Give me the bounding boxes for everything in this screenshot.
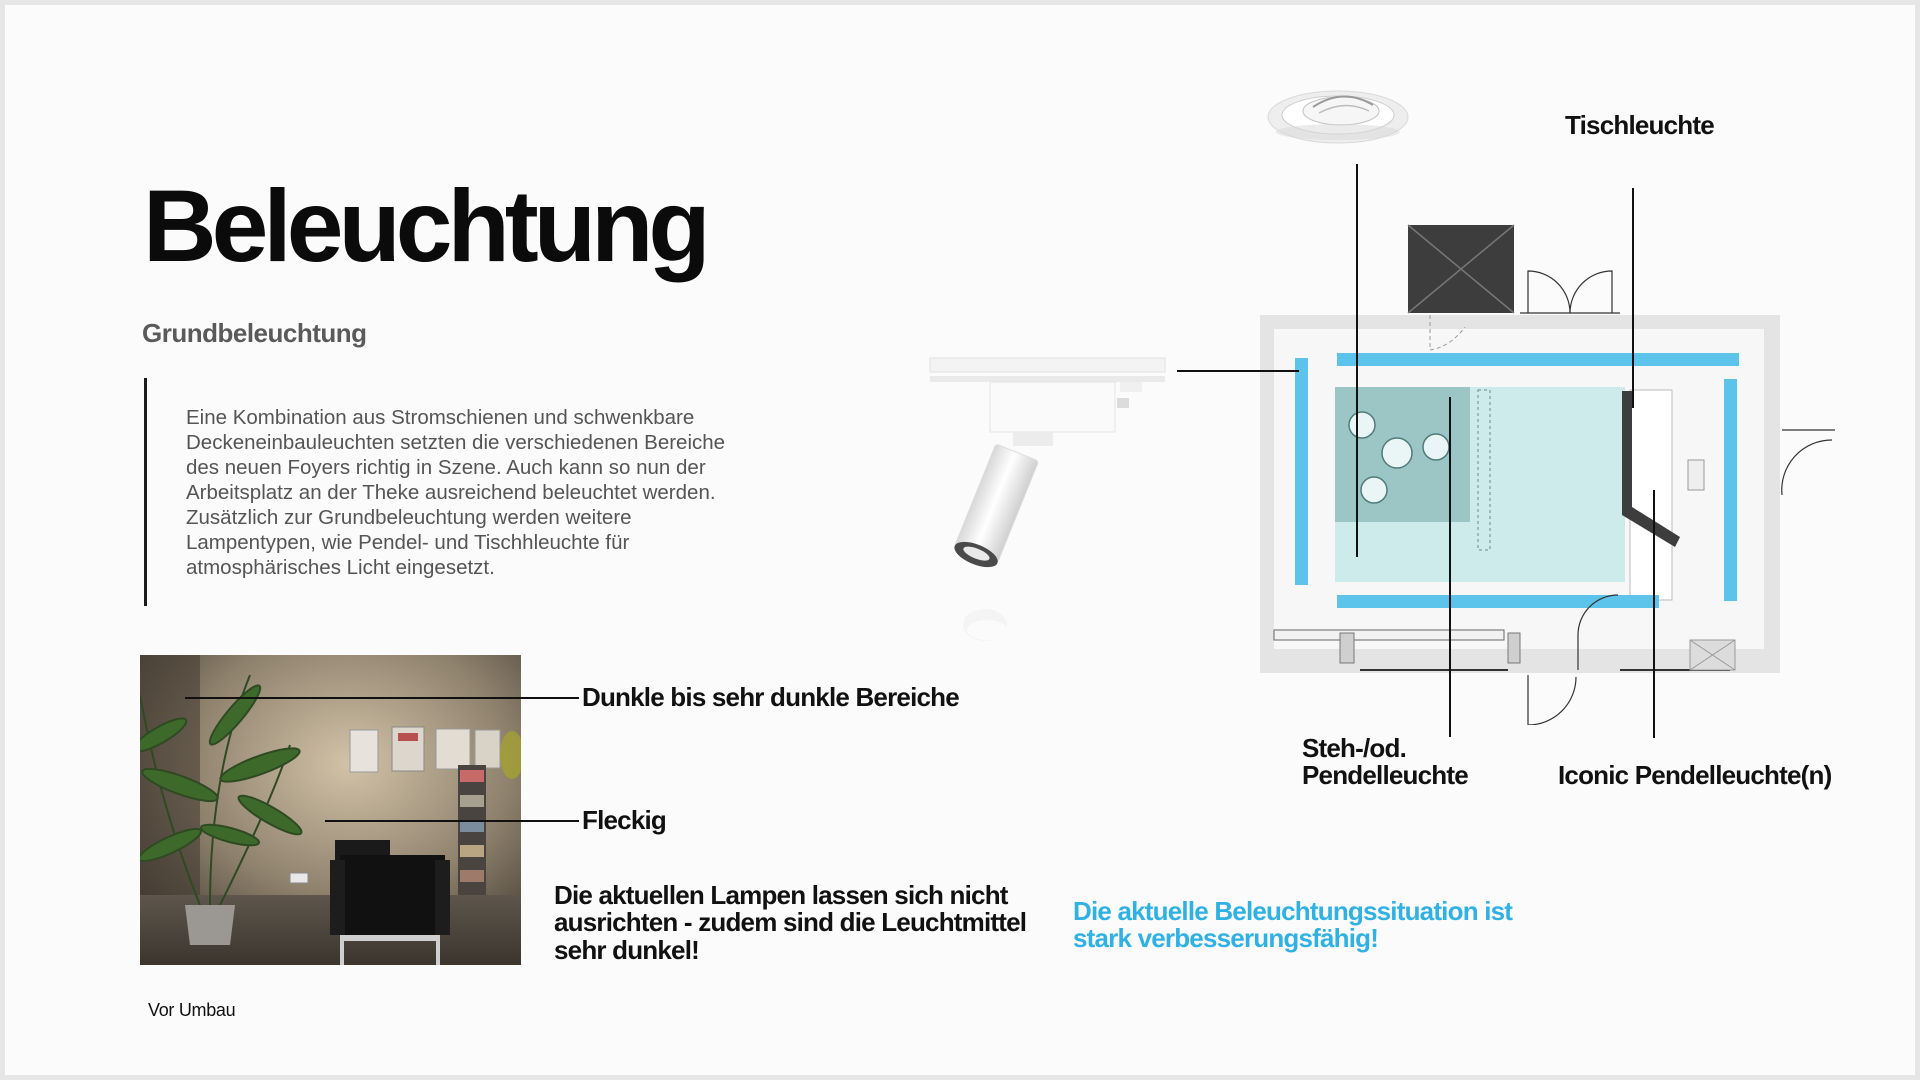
floor-plan xyxy=(1260,215,1840,725)
page-subtitle: Grundbeleuchtung xyxy=(142,318,367,348)
body-line: des neuen Foyers richtig in Szene. Auch kann so nun der xyxy=(186,456,706,479)
note-improvement-line2: stark verbesserungsfähig! xyxy=(1073,923,1379,954)
note-lamps-line3: sehr dunkel! xyxy=(554,934,699,965)
leader-line-floor-lamp xyxy=(1449,397,1451,737)
note-improvement-line1: Die aktuelle Beleuchtungssituation ist xyxy=(1073,896,1513,926)
slide xyxy=(5,5,1915,1075)
body-line: Zusätzlich zur Grundbeleuchtung werden weitere xyxy=(186,506,632,529)
note-lamps xyxy=(554,882,1074,964)
label-floor-lamp-line2: Pendelleuchte xyxy=(1302,760,1468,791)
body-line: Lampentypen, wie Pendel- und Tischhleuchte für xyxy=(186,531,630,554)
label-spotty: Fleckig xyxy=(582,805,666,835)
body-paragraph xyxy=(186,405,776,580)
label-floor-lamp xyxy=(1302,735,1468,790)
body-line: Eine Kombination aus Stromschienen und schwenkbare xyxy=(186,406,695,429)
leader-line-table-lamp xyxy=(1632,188,1634,408)
leader-line-downlight xyxy=(1356,164,1358,557)
note-lamps-line2: ausrichten - zudem sind die Leuchtmittel xyxy=(554,907,1027,938)
downlight-image xyxy=(1263,77,1413,152)
track-spotlight-image xyxy=(925,350,1170,650)
label-dark-areas: Dunkle bis sehr dunkle Bereiche xyxy=(582,682,959,712)
light-track xyxy=(1337,353,1739,366)
light-track xyxy=(1724,379,1737,601)
photo-caption: Vor Umbau xyxy=(148,1000,236,1020)
leader-line-iconic-pendant xyxy=(1653,490,1655,738)
label-floor-lamp-line1: Steh-/od. xyxy=(1302,733,1407,763)
leader-line-track xyxy=(1177,370,1299,372)
note-improvement xyxy=(1073,898,1512,953)
page-title: Beleuchtung xyxy=(143,169,706,283)
light-track xyxy=(1295,358,1308,585)
leader-line-dark-areas xyxy=(185,697,579,699)
label-table-lamp: Tischleuchte xyxy=(1565,110,1714,140)
label-iconic-pendant: Iconic Pendelleuchte(n) xyxy=(1558,760,1832,790)
before-photo xyxy=(140,655,521,965)
body-line: Arbeitsplatz an der Theke ausreichend beleuchtet werden. xyxy=(186,481,716,504)
leader-line-spotty xyxy=(325,820,579,822)
quote-bar xyxy=(144,378,147,606)
body-line: atmosphärisches Licht eingesetzt. xyxy=(186,556,495,579)
light-track xyxy=(1337,595,1659,608)
body-line: Deckeneinbauleuchten setzten die verschiedenen Bereiche xyxy=(186,431,726,454)
note-lamps-line1: Die aktuellen Lampen lassen sich nicht xyxy=(554,880,1008,910)
